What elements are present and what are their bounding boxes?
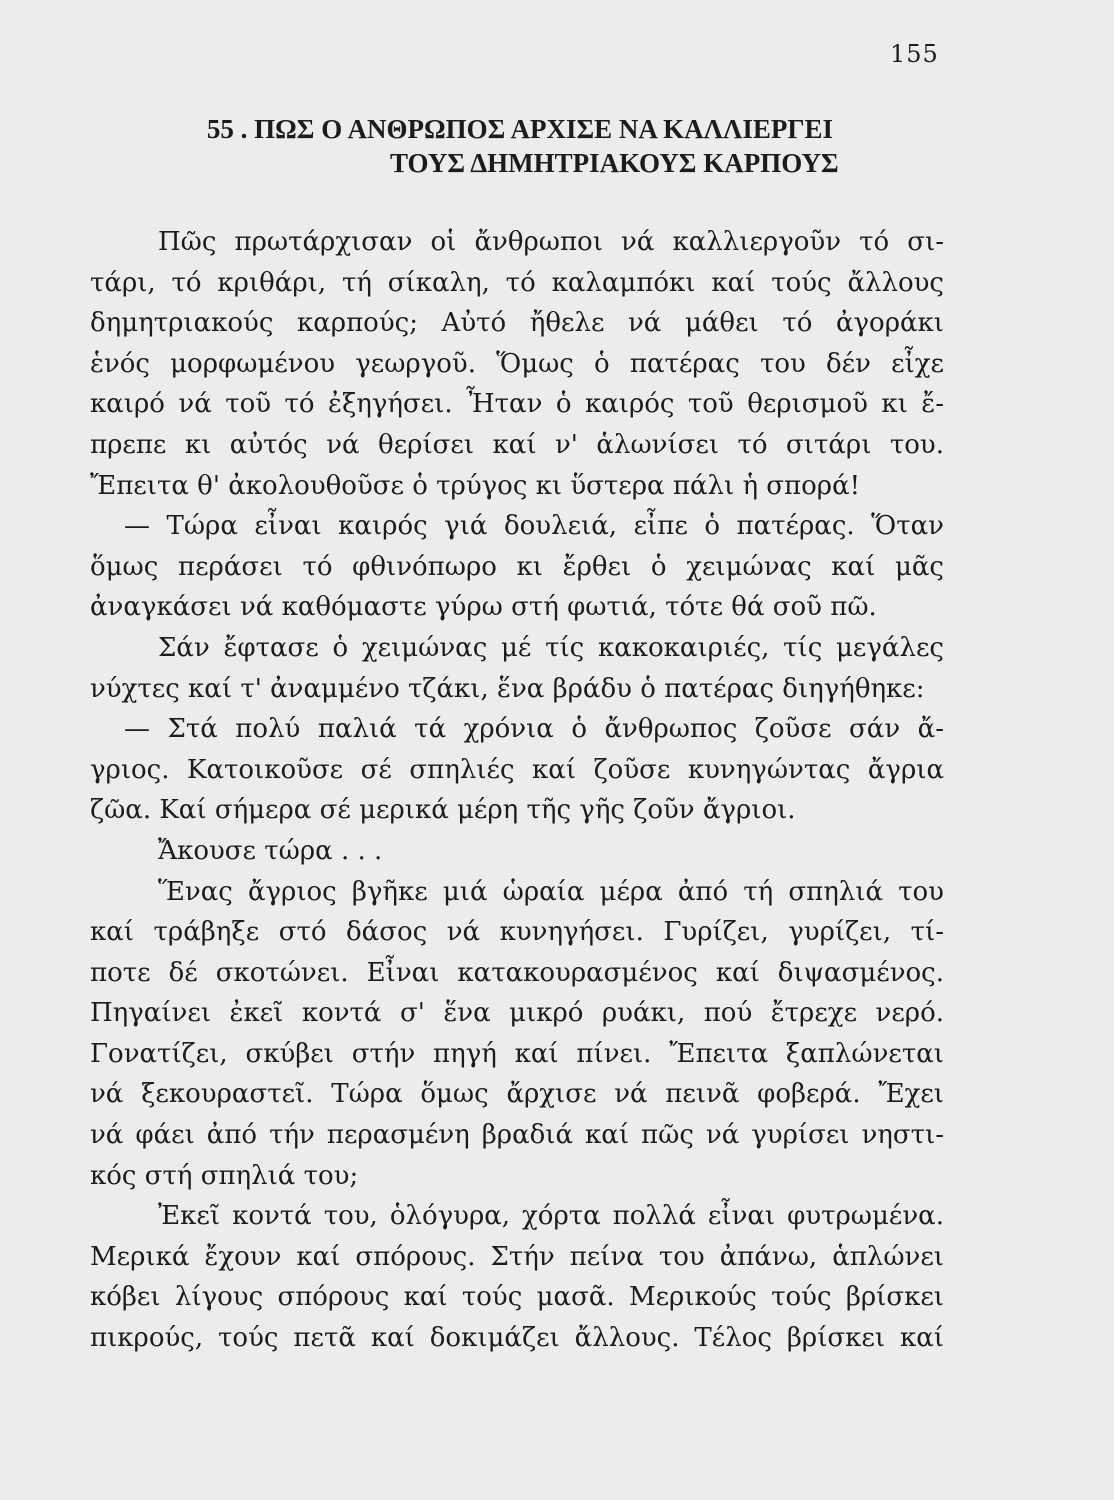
text-line: Γονατίζει, σκύβει στήν πηγή καί πίνει. Ἔπειτα ξαπλώνεται	[90, 1038, 944, 1069]
text-line: ζῶα. Καί σήμερα σέ μερικά μέρη τῆς γῆς ζοῦν ἄγριοι.	[90, 795, 796, 826]
text-line: Σάν ἔφτασε ὁ χειμώνας μέ τίς κακοκαιριές, τίς μεγάλες	[158, 632, 944, 663]
text-line: πρεπε κι αὐτός νά θερίσει καί ν' ἁλωνίσει τό σιτάρι του.	[90, 429, 944, 460]
chapter-heading	[120, 112, 920, 180]
text-line: — Τώρα εἶναι καιρός γιά δουλειά, εἶπε ὁ πατέρας. Ὅταν	[124, 511, 944, 542]
body-text	[90, 222, 944, 1359]
text-line: νά ξεκουραστεῖ. Τώρα ὅμως ἄρχισε νά πεινᾶ φοβερά. Ἔχει	[90, 1079, 944, 1110]
text-line: Ἄκουσε τώρα . . .	[158, 835, 383, 866]
text-line: πικρούς, τούς πετᾶ καί δοκιμάζει ἄλλους. Τέλος βρίσκει καί	[90, 1323, 944, 1354]
text-line: τάρι, τό κριθάρι, τή σίκαλη, τό καλαμπόκι καί τούς ἄλλους	[90, 267, 944, 298]
text-line: Ἐκεῖ κοντά του, ὁλόγυρα, χόρτα πολλά εἶναι φυτρωμένα.	[158, 1201, 944, 1232]
text-line: Πῶς πρωτάρχισαν οἱ ἄνθρωποι νά καλλιεργοῦν τό σι-	[158, 227, 944, 257]
text-line: γριος. Κατοικοῦσε σέ σπηλιές καί ζοῦσε κυνηγώντας ἄγρια	[90, 754, 944, 785]
text-line: ποτε δέ σκοτώνει. Εἶναι κατακουρασμένος καί διψασμένος.	[90, 957, 944, 988]
chapter-heading-line-2: ΤΟΥΣ ΔΗΜΗΤΡΙΑΚΟΥΣ ΚΑΡΠΟΥΣ	[390, 148, 839, 178]
text-line: ἑνός μορφωμένου γεωργοῦ. Ὅμως ὁ πατέρας του δέν εἶχε	[90, 348, 944, 379]
text-line: Μερικά ἔχουν καί σπόρους. Στήν πείνα του ἀπάνω, ἁπλώνει	[90, 1241, 944, 1272]
page-number: 155	[890, 40, 939, 68]
text-line: καιρό νά τοῦ τό ἐξηγήσει. Ἦταν ὁ καιρός τοῦ θερισμοῦ κι ἔ-	[90, 389, 944, 420]
chapter-heading-line-1: 55 . ΠΩΣ Ο ΑΝΘΡΩΠΟΣ ΑΡΧΙΣΕ ΝΑ ΚΑΛΛΙΕΡΓΕΙ	[206, 114, 834, 144]
text-line: δημητριακούς καρπούς; Αὐτό ἤθελε νά μάθει τό ἀγοράκι	[90, 308, 944, 339]
text-line: κόβει λίγους σπόρους καί τούς μασᾶ. Μερικούς τούς βρίσκει	[90, 1282, 944, 1313]
text-line: — Στά πολύ παλιά τά χρόνια ὁ ἄνθρωπος ζοῦσε σάν ἄ-	[124, 714, 944, 745]
text-line: καί τράβηξε στό δάσος νά κυνηγήσει. Γυρίζει, γυρίζει, τί-	[90, 917, 944, 948]
text-line: νά φάει ἀπό τήν περασμένη βραδιά καί πῶς νά γυρίσει νηστι-	[90, 1120, 944, 1151]
text-line: Ἔπειτα θ' ἀκολουθοῦσε ὁ τρύγος κι ὕστερα πάλι ἡ σπορά!	[90, 470, 861, 501]
text-line: Πηγαίνει ἐκεῖ κοντά σ' ἕνα μικρό ρυάκι, πού ἔτρεχε νερό.	[90, 998, 944, 1029]
text-line: νύχτες καί τ' ἀναμμένο τζάκι, ἕνα βράδυ ὁ πατέρας διηγήθηκε:	[90, 673, 925, 704]
text-line: κός στή σπηλιά του;	[90, 1160, 359, 1191]
text-line: ὅμως περάσει τό φθινόπωρο κι ἔρθει ὁ χειμώνας καί μᾶς	[90, 551, 944, 582]
text-line: Ἕνας ἄγριος βγῆκε μιά ὡραία μέρα ἀπό τή σπηλιά του	[158, 876, 944, 907]
text-line: ἀναγκάσει νά καθόμαστε γύρω στή φωτιά, τότε θά σοῦ πῶ.	[90, 592, 877, 623]
